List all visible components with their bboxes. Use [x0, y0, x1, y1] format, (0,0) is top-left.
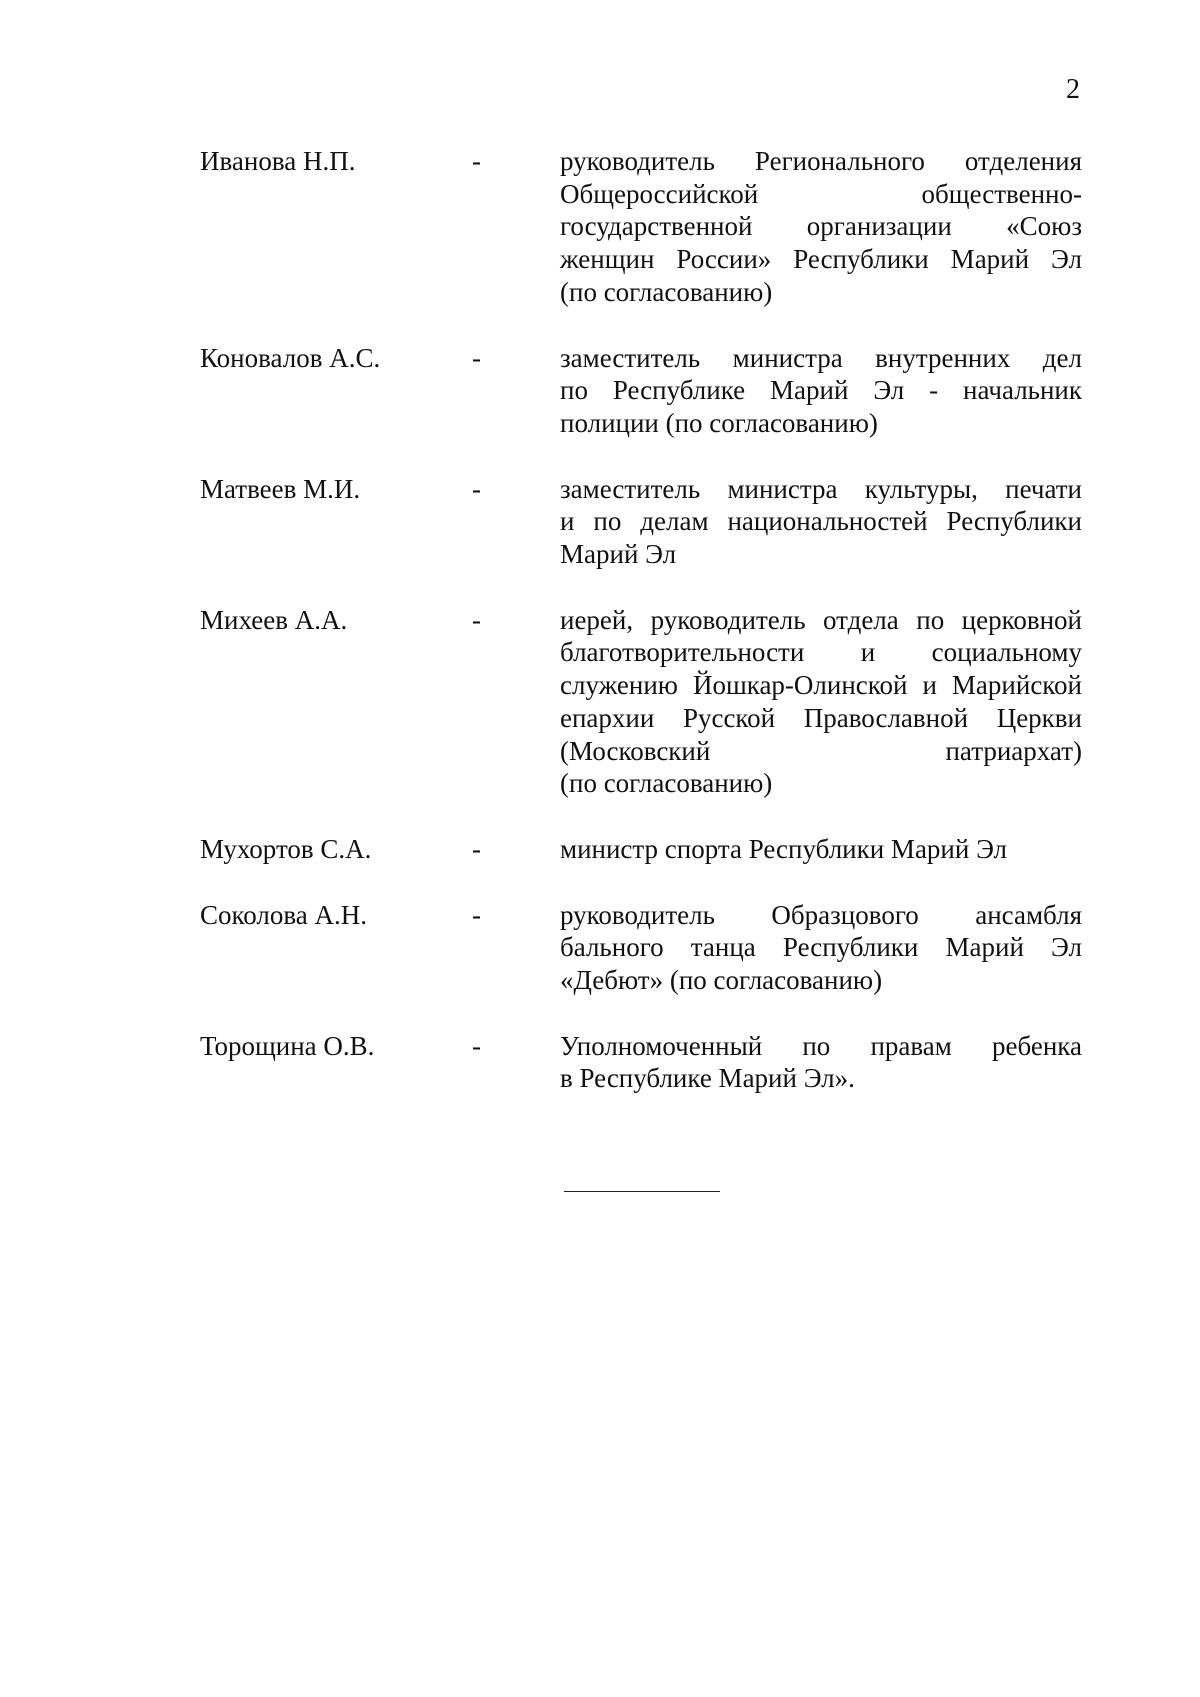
position-line: по Республике Марий Эл - начальник	[560, 375, 1082, 406]
member-name: Михеев А.А.	[200, 604, 348, 635]
member-list	[200, 145, 1080, 1095]
position-line: бального танца Республики Марий Эл	[560, 932, 1082, 963]
member-name: Иванова Н.П.	[200, 146, 356, 176]
member-position	[560, 145, 1082, 309]
dash-separator: -	[472, 833, 481, 864]
position-line: епархии Русской Православной Церкви	[560, 702, 1082, 733]
member-position	[560, 1030, 1082, 1095]
member-name: Мухортов С.А.	[200, 833, 372, 864]
position-line: «Дебют» (по согласованию)	[560, 965, 883, 996]
member-entry	[200, 342, 1080, 440]
dash-separator: -	[472, 473, 481, 504]
dash-separator: -	[472, 604, 481, 635]
position-line: министр спорта Республики Марий Эл	[560, 833, 1008, 864]
dash-separator: -	[472, 1030, 481, 1061]
position-line: (Московский патриархат)	[560, 735, 1082, 766]
position-line: Марий Эл	[560, 539, 677, 570]
position-line: и по делам национальностей Республики	[560, 506, 1082, 537]
member-name: Матвеев М.И.	[200, 473, 361, 504]
member-position	[560, 899, 1082, 997]
position-line: заместитель министра внутренних дел	[560, 342, 1082, 373]
position-line: руководитель Регионального отделения	[560, 146, 1082, 176]
dash-separator: -	[472, 146, 481, 176]
position-line: служению Йошкар-Олинской и Марийской	[560, 670, 1082, 701]
member-entry	[200, 145, 1080, 309]
dash-separator: -	[472, 899, 481, 930]
position-line: женщин России» Республики Марий Эл	[560, 244, 1082, 275]
position-line: иерей, руководитель отдела по церковной	[560, 604, 1082, 635]
closing-rule	[564, 1191, 720, 1192]
member-entry	[200, 604, 1080, 800]
member-position	[560, 604, 1082, 800]
position-line: Уполномоченный по правам ребенка	[560, 1030, 1082, 1061]
member-name: Соколова А.Н.	[200, 899, 367, 930]
member-entry	[200, 473, 1080, 571]
position-line: руководитель Образцового ансамбля	[560, 899, 1082, 930]
member-position	[560, 833, 1082, 866]
member-position	[560, 342, 1082, 440]
member-entry	[200, 899, 1080, 997]
position-line: благотворительности и социальному	[560, 637, 1082, 668]
member-entry	[200, 833, 1080, 866]
position-line: полиции (по согласованию)	[560, 407, 878, 438]
member-name: Коновалов А.С.	[200, 342, 381, 373]
page-number: 2	[1066, 74, 1080, 105]
position-line: (по согласованию)	[560, 768, 773, 799]
position-line: государственной организации «Союз	[560, 211, 1082, 242]
member-name: Торощина О.В.	[200, 1030, 375, 1061]
dash-separator: -	[472, 342, 481, 373]
position-line: в Республике Марий Эл».	[560, 1063, 855, 1094]
position-line: Общероссийской общественно-	[560, 178, 1082, 209]
member-entry	[200, 1030, 1080, 1095]
position-line: (по согласованию)	[560, 276, 773, 307]
position-line: заместитель министра культуры, печати	[560, 473, 1082, 504]
member-position	[560, 473, 1082, 571]
